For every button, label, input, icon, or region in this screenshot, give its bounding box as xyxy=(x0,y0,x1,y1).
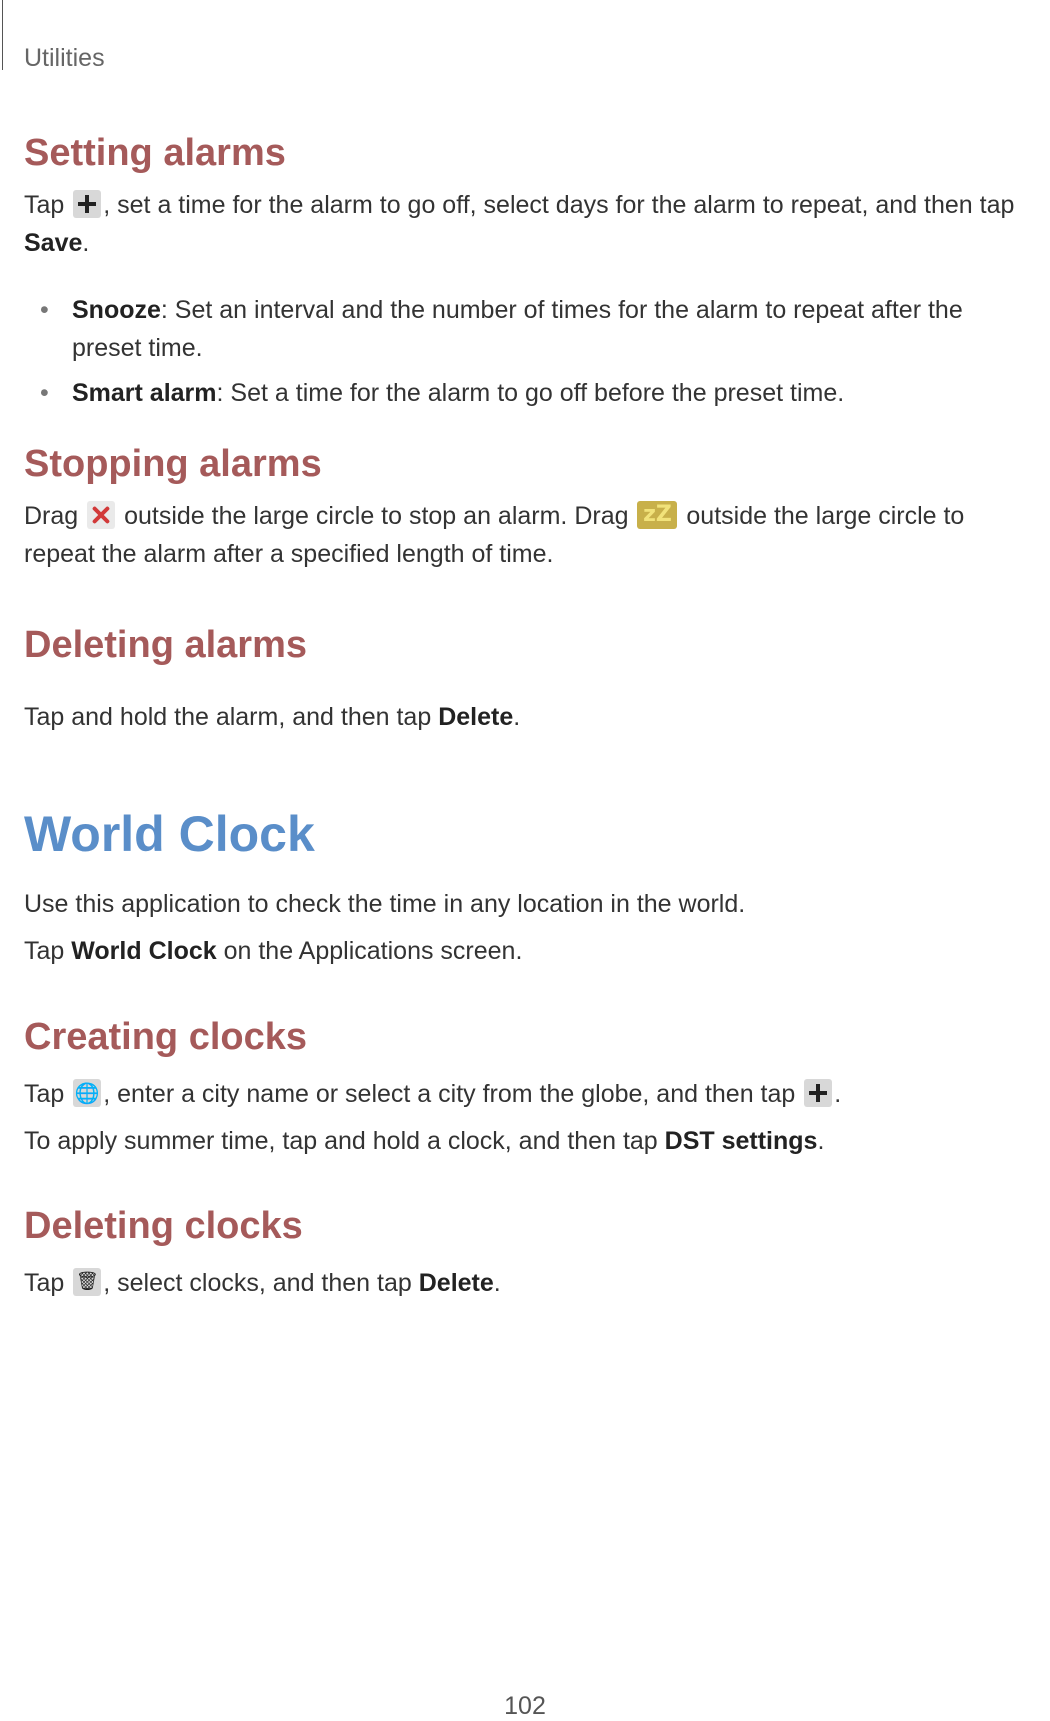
text: Drag xyxy=(24,502,86,530)
text: Tap xyxy=(24,1269,72,1297)
add-icon xyxy=(804,1079,832,1107)
add-icon xyxy=(73,190,101,218)
text: , set a time for the alarm to go off, select days for the alarm to repeat, and then tap xyxy=(103,191,1015,219)
text: Tap xyxy=(24,937,72,965)
save-term: Save xyxy=(24,229,83,257)
snooze-zz-icon: zZ xyxy=(637,501,677,529)
bullet-term: Snooze xyxy=(72,296,161,324)
world-clock-launch xyxy=(24,932,1034,970)
text: , select clocks, and then tap xyxy=(103,1269,419,1297)
bullet-dot: • xyxy=(40,296,49,324)
bullet-text xyxy=(72,374,1034,412)
text: . xyxy=(817,1127,825,1155)
bullet-desc: : Set a time for the alarm to go off before the preset time. xyxy=(216,379,845,407)
delete-term: Delete xyxy=(418,1269,494,1297)
text: . xyxy=(82,229,90,257)
page-number: 102 xyxy=(504,1692,546,1720)
section-header: Utilities xyxy=(24,44,105,72)
text: outside the large circle to stop an alarm. Drag xyxy=(117,502,636,530)
world-clock-term: World Clock xyxy=(71,937,217,965)
bullet-smart-alarm xyxy=(24,374,1034,414)
globe-icon: 🌐 xyxy=(74,1081,100,1106)
text: To apply summer time, tap and hold a clock, and then tap xyxy=(24,1127,665,1155)
text: Tap xyxy=(24,191,72,219)
deleting-clocks-paragraph xyxy=(24,1264,1034,1302)
stopping-alarms-paragraph xyxy=(24,497,1034,573)
bullet-dot: • xyxy=(40,379,49,407)
heading-creating-clocks: Creating clocks xyxy=(24,1016,307,1058)
text: Tap and hold the alarm, and then tap xyxy=(24,703,439,731)
delete-term: Delete xyxy=(438,703,514,731)
heading-setting-alarms: Setting alarms xyxy=(24,132,286,174)
setting-alarms-paragraph xyxy=(24,186,1034,262)
deleting-alarms-paragraph xyxy=(24,698,1034,736)
heading-world-clock: World Clock xyxy=(24,806,315,862)
dismiss-x-icon xyxy=(87,501,115,529)
text: outside the large circle to repeat the alarm after a specified length of time. xyxy=(24,502,965,568)
text: . xyxy=(493,1269,501,1297)
dst-settings-term: DST settings xyxy=(664,1127,818,1155)
text: on the Applications screen. xyxy=(216,937,523,965)
heading-stopping-alarms: Stopping alarms xyxy=(24,443,322,485)
bullet-term: Smart alarm xyxy=(72,379,217,407)
dst-paragraph xyxy=(24,1122,1034,1160)
text: , enter a city name or select a city from the globe, and then tap xyxy=(103,1080,803,1108)
bullet-snooze xyxy=(24,291,1034,371)
heading-deleting-clocks: Deleting clocks xyxy=(24,1205,303,1247)
world-clock-intro: Use this application to check the time in any location in the world. xyxy=(24,890,746,918)
bullet-desc: : Set an interval and the number of times for the alarm to repeat after the preset time. xyxy=(72,296,963,362)
text: . xyxy=(834,1080,842,1108)
text: Tap xyxy=(24,1080,72,1108)
text: . xyxy=(513,703,521,731)
bullet-text xyxy=(72,291,1034,367)
heading-deleting-alarms: Deleting alarms xyxy=(24,624,307,666)
edge-line xyxy=(2,0,3,70)
creating-clocks-paragraph xyxy=(24,1075,1034,1113)
trash-icon: 🗑 xyxy=(73,1268,101,1296)
